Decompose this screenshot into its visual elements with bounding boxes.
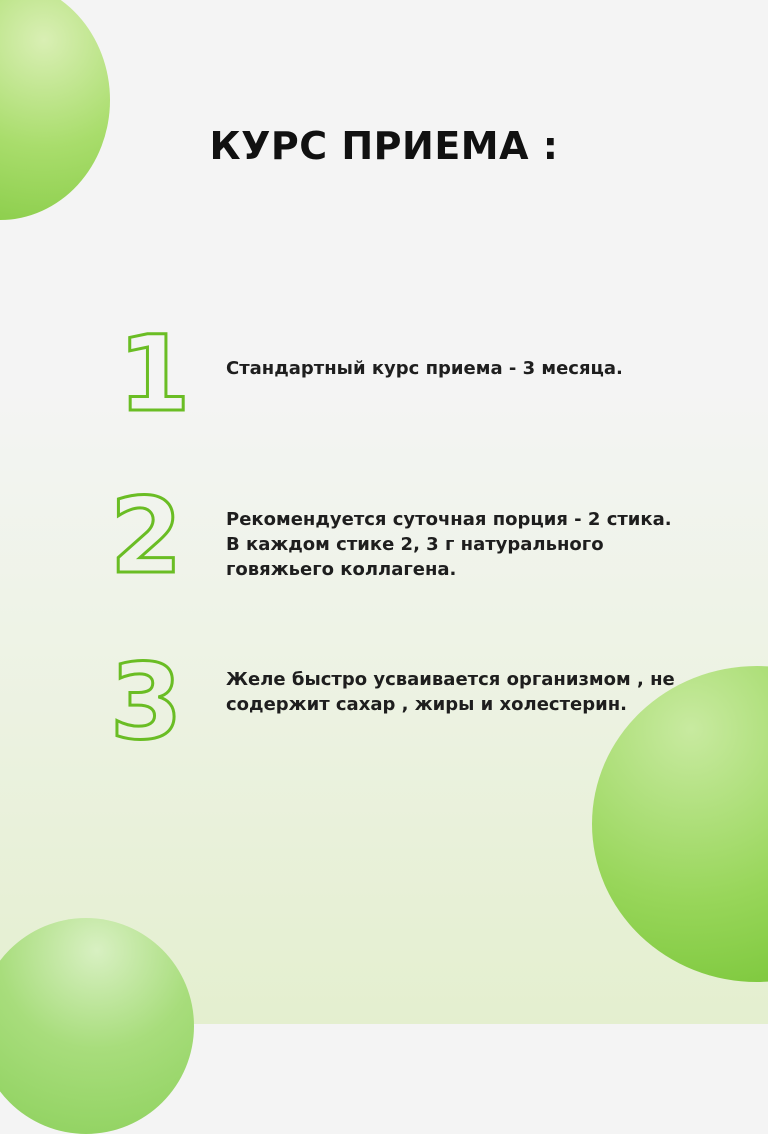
step-text-3: Желе быстро усваивается организмом , не содержит сахар , жиры и холестерин. — [226, 669, 675, 715]
decorative-circle-top-left — [0, 0, 110, 220]
decorative-circle-bottom-left — [0, 918, 194, 1134]
step-number-1: 1 — [118, 313, 191, 435]
step-number-3: 3 — [110, 641, 183, 763]
step-number-2: 2 — [110, 475, 183, 597]
step-text-2: Рекомендуется суточная порция - 2 стика. В каждом стике 2, 3 г натурального говяжьего коллагена. — [226, 509, 672, 580]
step-text-1: Стандартный курс приема - 3 месяца. — [226, 358, 623, 379]
page-title: КУРС ПРИЕМА : — [209, 124, 559, 168]
